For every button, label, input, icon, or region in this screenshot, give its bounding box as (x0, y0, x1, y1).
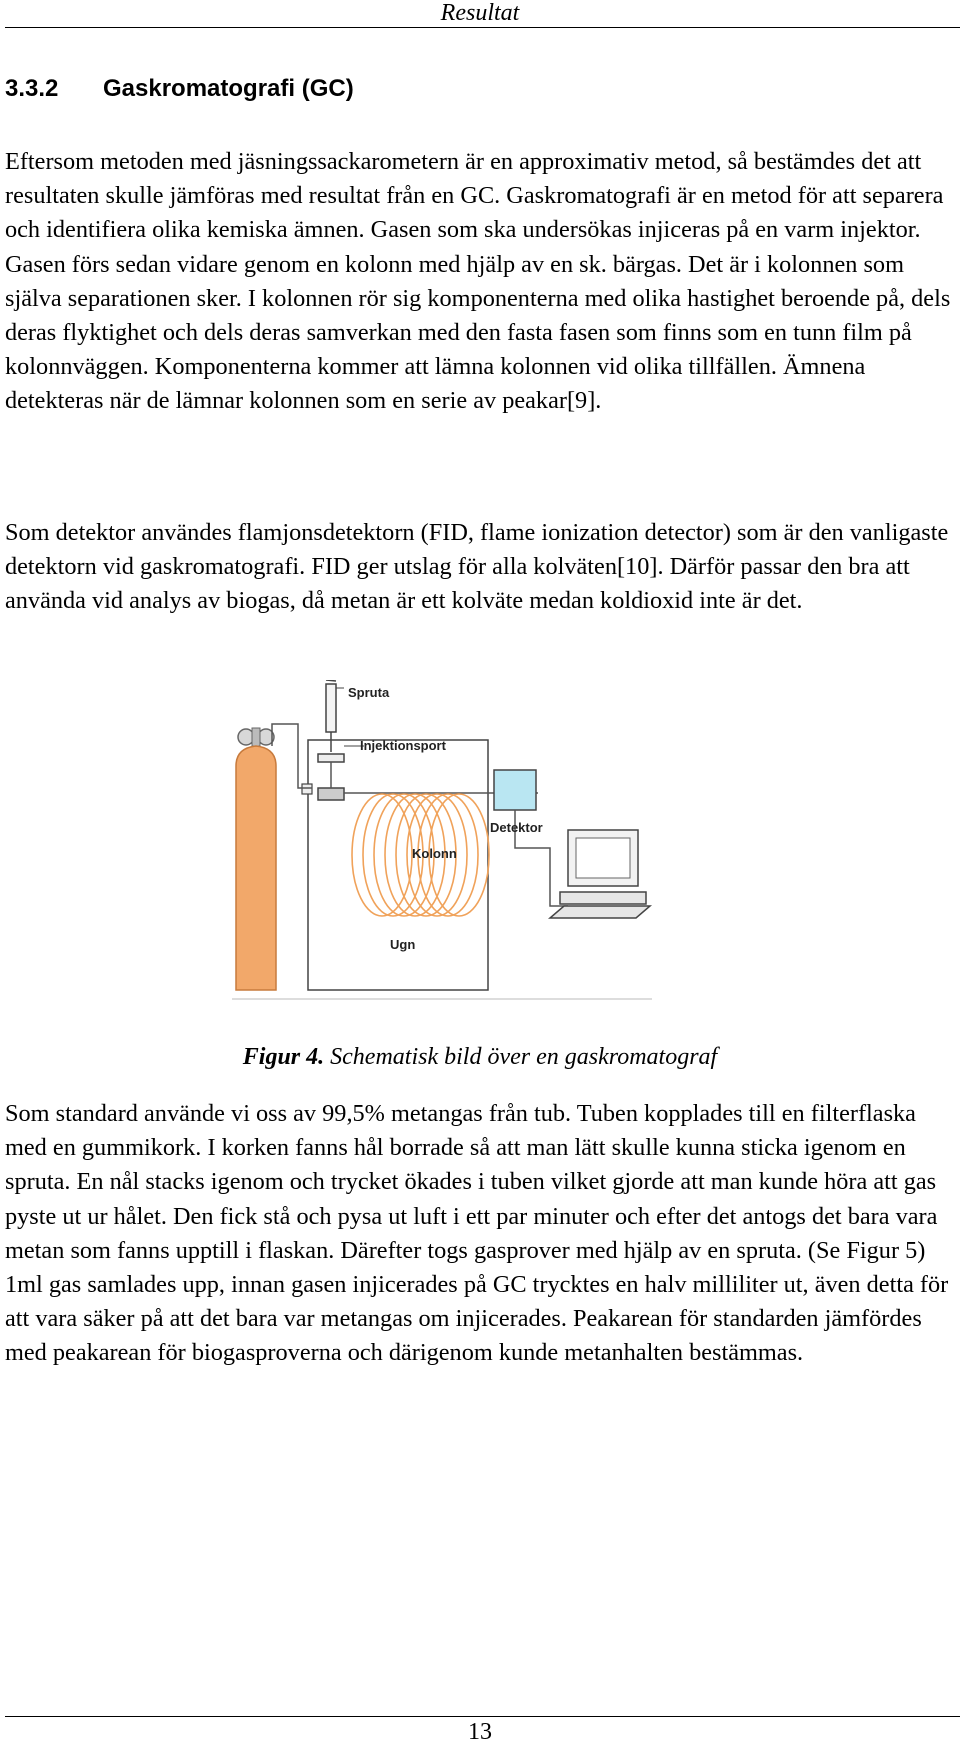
label-spruta: Spruta (348, 685, 390, 700)
injection-port (318, 754, 344, 762)
header-rule (5, 27, 960, 28)
gc-schematic-figure (232, 680, 727, 1020)
gas-cylinder (236, 728, 276, 990)
page-number: 13 (468, 1719, 492, 1745)
section-number: 3.3.2 (5, 75, 59, 102)
syringe (326, 680, 336, 752)
caption-number: Figur 4. (242, 1044, 325, 1070)
header-title: Resultat (440, 0, 520, 26)
paragraph-detector: Som detektor användes flamjonsdetektorn (FID, flame ionization detector) som är den vanligaste detektorn vid gaskromatografi. FID ger utslag för alla kolväten[10]. Därför passar den bra att använda vid analys av biogas, då metan är ett kolväte medan koldioxid inte är det. (5, 519, 949, 615)
label-kolonn: Kolonn (412, 846, 457, 861)
detector-box (494, 770, 536, 810)
caption-text: Schematisk bild över en gaskromatograf (324, 1044, 718, 1070)
valve (302, 784, 312, 794)
paragraph-gc-intro: Eftersom metoden med jäsningssackarometern är en approximativ metod, så bestämdes det att resultaten skulle jämföras med resultat från en GC. Gaskromatografi är en metod för att separera och identifiera olika kemiska ämnen. Gasen som ska undersökas injiceras på en varm injektor. Gasen förs sedan vidare genom en kolonn med hjälp av en sk. bärgas. Det är i kolonnen som själva separationen sker. I kolonnen rör sig komponenterna med olika hastighet beroende på, dels deras flyktighet och dels deras samverkan med den fasta fasen som finns som en tunn film på kolonnväggen. Komponenterna kommer att lämna kolonnen vid olika tillfällen. Ämnena detekteras när de lämnar kolonnen som en serie av peakar[9]. (5, 148, 951, 415)
injector-block (318, 788, 344, 800)
paragraph-standard: Som standard använde vi oss av 99,5% metangas från tub. Tuben kopplades till en filterflaska med en gummikork. I korken fanns hål borrade så att man lätt skulle kunna sticka igenom en spruta. En nål stacks igenom och trycket ökades i tuben vilket gjorde att man kunde höra att gas pyste ut ur hålet. Den fick stå och pysa ut luft i ett par minuter och efter det antogs det bara vara metan som fanns upptill i flaskan. Därefter togs gasprover med hjälp av en spruta. (Se Figur 5) 1ml gas samlades upp, innan gasen injicerades på GC trycktes en halv milliliter ut, även detta för att vara säker på att det bara var metangas om injicerades. Peakarean för standarden jämfördes med peakarean för biogasproverna och därigenom kunde metanhalten bestämmas. (5, 1100, 949, 1367)
footer-rule (5, 1716, 960, 1717)
label-ugn: Ugn (390, 937, 416, 952)
section-heading (5, 74, 354, 104)
section-title: Gaskromatografi (GC) (103, 75, 354, 102)
gc-schematic-diagram (232, 680, 727, 1020)
carrier-gas-line (272, 724, 312, 788)
label-detektor: Detektor (490, 820, 543, 835)
label-injektionsport: Injektionsport (360, 738, 446, 753)
page-header (0, 0, 960, 28)
computer-icon (550, 830, 650, 918)
figure-caption (0, 1042, 960, 1072)
oven-box (308, 740, 488, 990)
